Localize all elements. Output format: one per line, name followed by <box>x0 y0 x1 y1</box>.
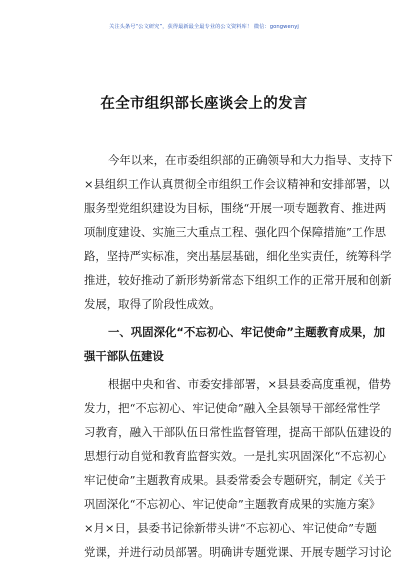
paragraph-line: 党课，并进行动员部署。明确讲专题党课、开展专题学习讨论 <box>84 545 392 559</box>
paragraph-line: 推进，较好推动了新形势新常态下组织工作的正常开展和创新 <box>84 273 392 287</box>
section-heading-line: 强干部队伍建设 <box>84 349 164 363</box>
paragraph-line: 发力，把“不忘初心、牢记使命”融入全县领导干部经常性学 <box>84 401 381 415</box>
paragraph-line: 巩固深化“不忘初心、牢记使命”主题教育成果的实施方案》 <box>84 497 381 511</box>
paragraph-line: 服务型党组织建设为目标，围绕“开展一项专题教育、推进两 <box>84 201 386 215</box>
paragraph-line: 习教育，融入干部队伍日常性监督管理，提高干部队伍建设的 <box>84 425 392 439</box>
document-body <box>84 148 393 564</box>
section-heading-line: 一、巩固深化“不忘初心、牢记使命”主题教育成果，加 <box>108 325 385 339</box>
paragraph-line: 项制度建设、实施三大重点工程、强化四个保障措施”工作思 <box>84 225 386 239</box>
paragraph-line: 发展，取得了阶段性成效。 <box>84 297 221 311</box>
header-promo-note: 关注头条号“公文研究”，获得最新最全最专业的公文资料库！ 微信：gongwenyj <box>109 24 299 30</box>
paragraph-line: 今年以来，在市委组织部的正确领导和大力指导、支持下 <box>108 153 393 167</box>
paragraph-line: 思想行动自觉和教育监督实效。一是扎实巩固深化“不忘初心 <box>84 449 386 463</box>
paragraph-line: ×月×日，县委书记徐新带头讲“不忘初心、牢记使命”专题 <box>84 521 377 535</box>
paragraph-line: 路，坚持严实标准，突出基层基础，细化坐实责任，统筹科学 <box>84 249 392 263</box>
paragraph-line: 牢记使命”主题教育成果。县委常委会专题研究，制定《关于 <box>84 473 386 487</box>
document-title: 在全市组织部长座谈会上的发言 <box>100 96 308 112</box>
paragraph-line: ×县组织工作认真贯彻全市组织工作会议精神和安排部署，以 <box>84 177 390 191</box>
paragraph-line: 根据中央和省、市委安排部署，×县县委高度重视，借势 <box>108 377 391 391</box>
